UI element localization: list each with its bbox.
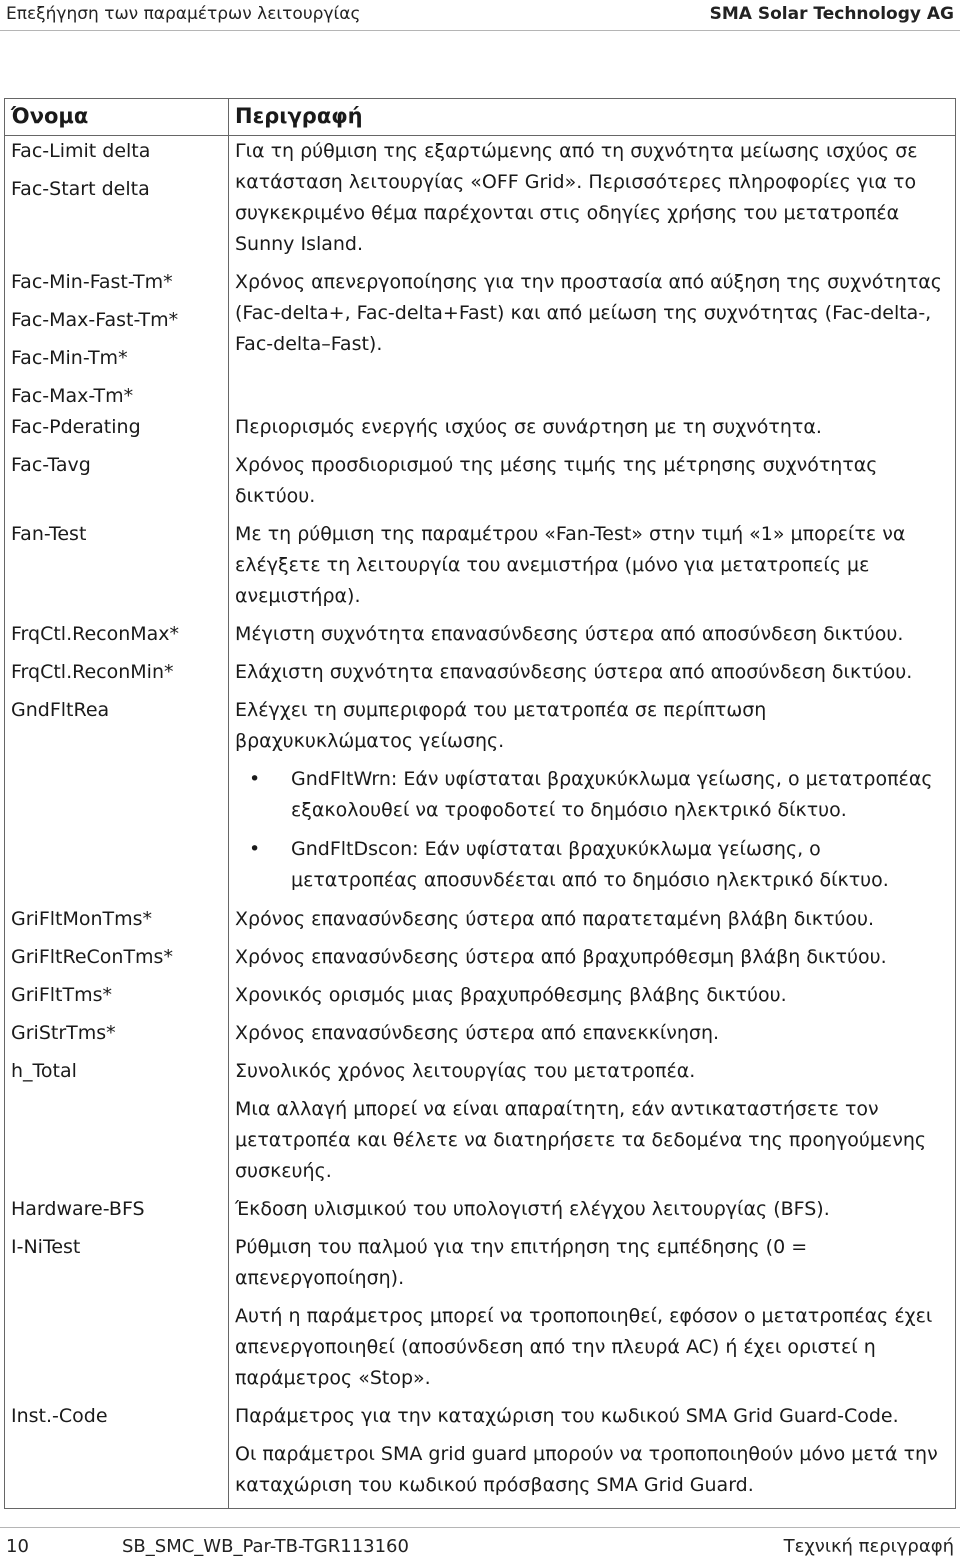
- parameter-name: Fac-Start delta: [11, 178, 150, 200]
- parameter-description-cell: [229, 519, 956, 619]
- option-list: [235, 764, 949, 896]
- description-paragraph: Χρόνος επανασύνδεσης ύστερα από βραχυπρόθεσμη βλάβη δικτύου.: [235, 946, 887, 968]
- description-paragraph: Μέγιστη συχνότητα επανασύνδεσης ύστερα από αποσύνδεση δικτύου.: [235, 623, 904, 645]
- parameter-description-cell: [229, 1401, 956, 1509]
- parameter-name: Fac-Limit delta: [11, 140, 151, 162]
- parameter-name-cell: [5, 1194, 229, 1232]
- description-paragraph: Ελάχιστη συχνότητα επανασύνδεσης ύστερα από αποσύνδεση δικτύου.: [235, 661, 913, 683]
- parameter-description-cell: [229, 1056, 956, 1194]
- description-paragraph: Ελέγχει τη συμπεριφορά του μετατροπέα σε περίπτωση βραχυκυκλώματος γείωσης.: [235, 699, 767, 752]
- parameter-description-cell: [229, 942, 956, 980]
- parameter-description-cell: [229, 619, 956, 657]
- description-paragraph: Οι παράμετροι SMA grid guard μπορούν να τροποποιηθούν μόνο μετά την καταχώριση του κωδικού πρόσβασης SMA Grid Guard.: [235, 1443, 938, 1496]
- table-row: [5, 450, 956, 519]
- description-paragraph: Για τη ρύθμιση της εξαρτώμενης από τη συχνότητα μείωσης ισχύος σε κατάσταση λειτουργίας «OFF Grid». Περισσότερες πληροφορίες για το συγκεκριμένο θέμα παρέχονται στις οδηγίες χρήσης του μετατροπέα Sunny Island.: [235, 140, 918, 255]
- page-footer: [0, 1527, 960, 1565]
- table-row: [5, 942, 956, 980]
- table-row: [5, 1232, 956, 1401]
- parameter-name-cell: [5, 1401, 229, 1509]
- parameter-name-cell: [5, 942, 229, 980]
- parameter-name: Fac-Max-Tm*: [11, 385, 134, 407]
- table-row: [5, 412, 956, 450]
- table-row: [5, 695, 956, 904]
- document-type: Τεχνική περιγραφή: [783, 1536, 954, 1557]
- parameter-description-cell: [229, 136, 956, 268]
- table-row: [5, 519, 956, 619]
- column-header-description: Περιγραφή: [229, 99, 956, 136]
- parameter-name: h_Total: [11, 1060, 77, 1082]
- description-paragraph: Έκδοση υλισμικού του υπολογιστή ελέγχου λειτουργίας (BFS).: [235, 1198, 830, 1220]
- table-row: [5, 657, 956, 695]
- description-paragraph: Συνολικός χρόνος λειτουργίας του μετατροπέα.: [235, 1060, 696, 1082]
- description-paragraph: Μια αλλαγή μπορεί να είναι απαραίτητη, εάν αντικαταστήσετε τον μετατροπέα και θέλετε να διατηρήσετε τα δεδομένα της προηγούμενης συσκευής.: [235, 1098, 927, 1182]
- parameter-table: [4, 98, 956, 1509]
- company-name: SMA Solar Technology AG: [709, 4, 954, 24]
- option-text: GndFltWrn: Εάν υφίσταται βραχυκύκλωμα γείωσης, ο μετατροπέας εξακολουθεί να τροφοδοτεί το δημόσιο ηλεκτρικό δίκτυο.: [291, 768, 933, 821]
- parameter-description-cell: [229, 267, 956, 412]
- description-paragraph: Παράμετρος για την καταχώριση του κωδικού SMA Grid Guard-Code.: [235, 1405, 899, 1427]
- description-paragraph: Περιορισμός ενεργής ισχύος σε συνάρτηση με τη συχνότητα.: [235, 416, 822, 438]
- section-title: Επεξήγηση των παραμέτρων λειτουργίας: [6, 4, 361, 24]
- parameter-name-cell: [5, 1056, 229, 1194]
- description-paragraph: Χρόνος απενεργοποίησης για την προστασία από αύξηση της συχνότητας (Fac-delta+, Fac-delta+Fast) και από μείωση της συχνότητας (Fac-delta-, Fac-delta–Fast).: [235, 271, 942, 355]
- table-body: [5, 136, 956, 1509]
- parameter-name: Hardware-BFS: [11, 1198, 145, 1220]
- parameter-name: GriFltTms*: [11, 984, 112, 1006]
- bullet-icon: •: [249, 838, 261, 860]
- table-row: [5, 980, 956, 1018]
- parameter-description-cell: [229, 980, 956, 1018]
- parameter-description-cell: [229, 1194, 956, 1232]
- parameter-name: I-NiTest: [11, 1236, 81, 1258]
- parameter-name: Fac-Tavg: [11, 454, 91, 476]
- column-header-name: Όνομα: [5, 99, 229, 136]
- parameter-name: Inst.-Code: [11, 1405, 108, 1427]
- option-item: [235, 764, 949, 826]
- parameter-description-cell: [229, 412, 956, 450]
- parameter-description-cell: [229, 1232, 956, 1401]
- table-header-row: [5, 99, 956, 136]
- option-text: GndFltDscon: Εάν υφίσταται βραχυκύκλωμα γείωσης, ο μετατροπέας αποσυνδέεται από το δημόσιο ηλεκτρικό δίκτυο.: [291, 838, 889, 891]
- description-paragraph: Ρύθμιση του παλμού για την επιτήρηση της εμπέδησης (0 = απενεργοποίηση).: [235, 1236, 808, 1289]
- parameter-name: GriStrTms*: [11, 1022, 116, 1044]
- parameter-name-cell: [5, 904, 229, 942]
- parameter-name-cell: [5, 450, 229, 519]
- parameter-description-cell: [229, 695, 956, 904]
- parameter-name-cell: [5, 695, 229, 904]
- table-row: [5, 267, 956, 412]
- parameter-description-cell: [229, 657, 956, 695]
- description-paragraph: Χρόνος προσδιορισμού της μέσης τιμής της μέτρησης συχνότητας δικτύου.: [235, 454, 878, 507]
- parameter-name: Fac-Max-Fast-Tm*: [11, 309, 179, 331]
- table-row: [5, 1018, 956, 1056]
- parameter-name: Fac-Min-Fast-Tm*: [11, 271, 173, 293]
- table-row: [5, 1056, 956, 1194]
- description-paragraph: Χρόνος επανασύνδεσης ύστερα από επανεκκίνηση.: [235, 1022, 720, 1044]
- parameter-name: GndFltRea: [11, 699, 110, 721]
- parameter-name-cell: [5, 619, 229, 657]
- description-paragraph: Χρόνος επανασύνδεσης ύστερα από παρατεταμένη βλάβη δικτύου.: [235, 908, 875, 930]
- bullet-icon: •: [249, 768, 261, 790]
- parameter-description-cell: [229, 904, 956, 942]
- parameter-name-cell: [5, 519, 229, 619]
- parameter-name: GriFltMonTms*: [11, 908, 153, 930]
- parameter-name: GriFltReConTms*: [11, 946, 173, 968]
- description-paragraph: Με τη ρύθμιση της παραμέτρου «Fan-Test» στην τιμή «1» μπορείτε να ελέγξετε τη λειτουργία του ανεμιστήρα (μόνο για μετατροπείς με ανεμιστήρα).: [235, 523, 906, 607]
- parameter-name-cell: [5, 412, 229, 450]
- parameter-name-cell: [5, 267, 229, 412]
- parameter-name-cell: [5, 980, 229, 1018]
- parameter-name-cell: [5, 136, 229, 268]
- parameter-name: FrqCtl.ReconMin*: [11, 661, 174, 683]
- parameter-name: Fac-Pderating: [11, 416, 141, 438]
- parameter-description-cell: [229, 1018, 956, 1056]
- parameter-description-cell: [229, 450, 956, 519]
- table-row: [5, 1194, 956, 1232]
- parameter-name-cell: [5, 1018, 229, 1056]
- table-row: [5, 1401, 956, 1509]
- parameter-name-cell: [5, 1232, 229, 1401]
- table-row: [5, 619, 956, 657]
- table-row: [5, 136, 956, 268]
- option-item: [235, 834, 949, 896]
- parameter-name-cell: [5, 657, 229, 695]
- page-header: [0, 0, 960, 31]
- document-code: SB_SMC_WB_Par-TB-TGR113160: [122, 1536, 409, 1557]
- description-paragraph: Χρονικός ορισμός μιας βραχυπρόθεσμης βλάβης δικτύου.: [235, 984, 787, 1006]
- parameter-name: FrqCtl.ReconMax*: [11, 623, 180, 645]
- parameter-name: Fan-Test: [11, 523, 87, 545]
- parameter-name: Fac-Min-Tm*: [11, 347, 128, 369]
- description-paragraph: Αυτή η παράμετρος μπορεί να τροποποιηθεί, εφόσον ο μετατροπέας έχει απενεργοποιηθεί (αποσύνδεση από την πλευρά AC) ή έχει οριστεί η παράμετρος «Stop».: [235, 1305, 933, 1389]
- table-row: [5, 904, 956, 942]
- page-number: 10: [6, 1536, 29, 1557]
